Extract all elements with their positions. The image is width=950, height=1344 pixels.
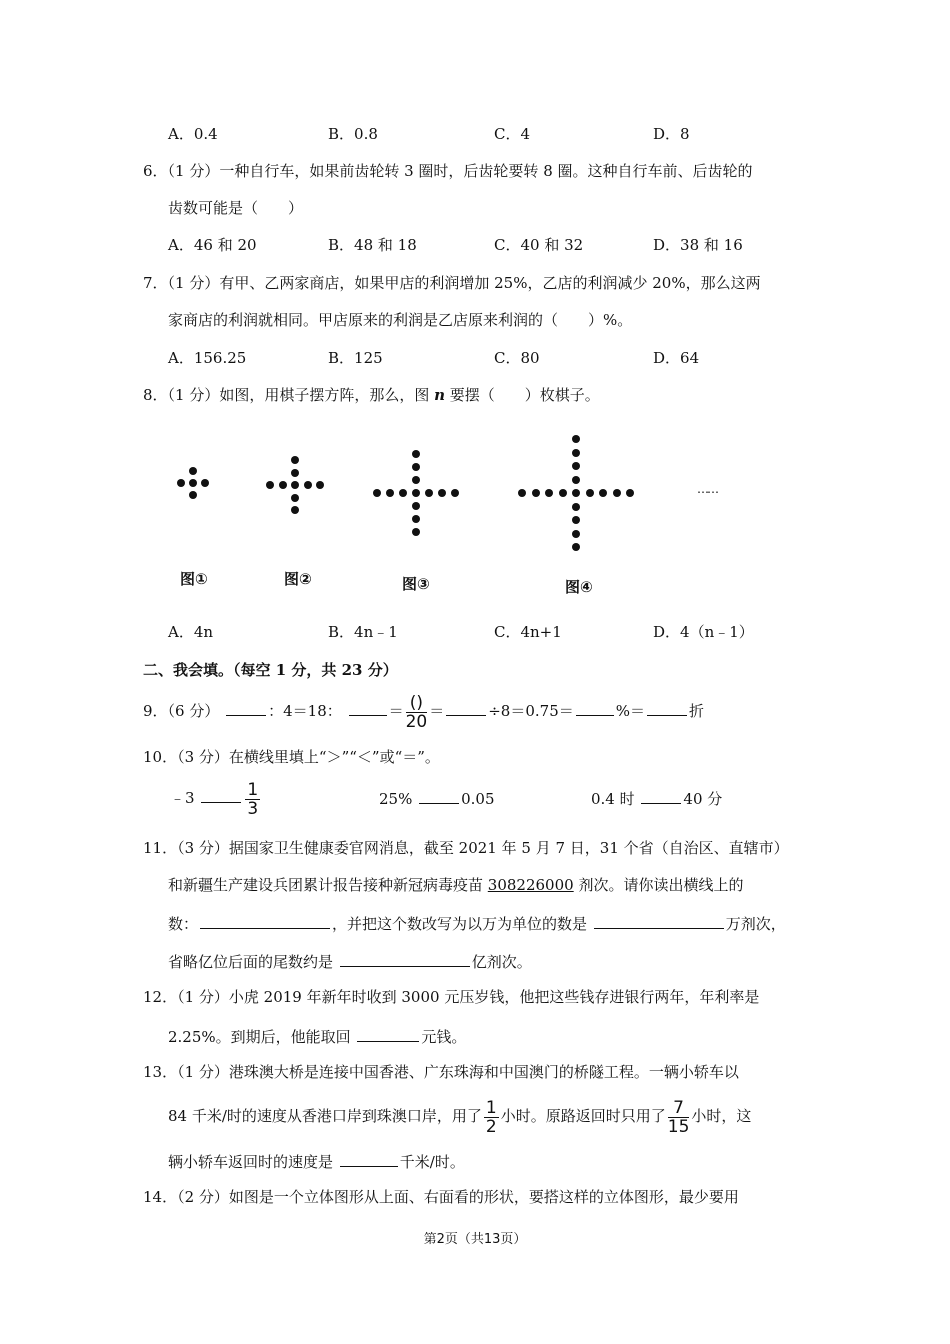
q11-line2-b: 剂次。请你读出横线上的 bbox=[573, 876, 744, 894]
q9-text-4: ÷8＝0.75＝ bbox=[488, 702, 574, 720]
dot-fig2-1 bbox=[304, 481, 312, 489]
q7-option-d: D．64 bbox=[653, 349, 700, 367]
q10-frac-denominator: 3 bbox=[247, 798, 259, 819]
dot-fig1-4 bbox=[189, 467, 197, 475]
q12-blank[interactable] bbox=[357, 1025, 419, 1042]
dot-fig3-4 bbox=[412, 476, 420, 484]
dot-fig4-8 bbox=[572, 462, 580, 470]
q13-blank[interactable] bbox=[340, 1150, 398, 1167]
dot-fig2-0 bbox=[291, 481, 299, 489]
dot-fig1-0 bbox=[189, 479, 197, 487]
q13-fraction-1 bbox=[484, 1099, 499, 1136]
q11-underlined-number: 308226000 bbox=[487, 876, 574, 894]
fig-label-2: 图② bbox=[284, 570, 312, 588]
q6-option-a: A．46 和 20 bbox=[168, 236, 257, 254]
q6-option-b: B．48 和 18 bbox=[328, 236, 417, 254]
q9-text-1: ：4＝18： bbox=[268, 702, 342, 720]
q5-option-a: A．0.4 bbox=[168, 125, 218, 143]
dot-fig4-13 bbox=[626, 489, 634, 497]
dot-fig4-3 bbox=[572, 503, 580, 511]
q10-item2-left: 25% bbox=[379, 790, 413, 808]
q8-stem-part-a: 8．（1 分）如图，用棋子摆方阵，那么，图 bbox=[143, 386, 435, 404]
dot-fig3-6 bbox=[386, 489, 394, 497]
q10-blank-1[interactable] bbox=[201, 786, 241, 803]
q8-option-c: C．4n+1 bbox=[494, 623, 562, 641]
dot-fig4-11 bbox=[572, 530, 580, 538]
q9-fraction bbox=[406, 694, 428, 731]
q11-line4-b: 亿剂次。 bbox=[471, 953, 532, 971]
q8-option-a: A．4n bbox=[168, 623, 214, 641]
q11-blank-wan[interactable] bbox=[594, 912, 724, 929]
dot-fig4-9 bbox=[613, 489, 621, 497]
q9-frac-denominator: 20 bbox=[405, 711, 428, 732]
dot-fig4-14 bbox=[518, 489, 526, 497]
q13-frac1-numerator: 1 bbox=[485, 1097, 497, 1118]
dot-fig2-4 bbox=[291, 469, 299, 477]
q5-option-c: C．4 bbox=[494, 125, 531, 143]
dot-fig1-1 bbox=[201, 479, 209, 487]
dot-fig4-12 bbox=[572, 449, 580, 457]
dot-fig2-3 bbox=[291, 494, 299, 502]
q11-blank-read[interactable] bbox=[200, 912, 330, 929]
q9-blank-4[interactable] bbox=[576, 699, 614, 716]
q9-text-2: ＝ bbox=[388, 702, 404, 720]
q11-blank-yi[interactable] bbox=[340, 950, 470, 967]
q10-item2-right: 0.05 bbox=[461, 790, 495, 808]
q11-stem-line4 bbox=[168, 950, 532, 972]
q13-fraction-2 bbox=[668, 1099, 690, 1136]
q10-blank-3[interactable] bbox=[641, 787, 681, 804]
dot-fig4-7 bbox=[572, 516, 580, 524]
dot-fig3-5 bbox=[438, 489, 446, 497]
dot-fig3-2 bbox=[399, 489, 407, 497]
q7-option-a: A．156.25 bbox=[168, 349, 247, 367]
q9-text-3: ＝ bbox=[429, 702, 445, 720]
q5-option-d: D．8 bbox=[653, 125, 690, 143]
q5-option-b: B．0.8 bbox=[328, 125, 378, 143]
dot-fig1-2 bbox=[177, 479, 185, 487]
q9-frac-numerator[interactable]: () bbox=[406, 694, 428, 713]
dot-fig2-8 bbox=[291, 456, 299, 464]
q14-stem-line1: 14．（2 分）如图是一个立体图形从上面、右面看的形状，要搭这样的立体图形，最少要用 bbox=[143, 1188, 739, 1206]
q12-line2-b: 元钱。 bbox=[421, 1028, 467, 1046]
dot-fig2-5 bbox=[316, 481, 324, 489]
dot-fig3-1 bbox=[425, 489, 433, 497]
q10-item-1 bbox=[170, 780, 262, 818]
q7-stem-line2: 家商店的利润就相同。甲店原来的利润是乙店原来利润的（ ）%。 bbox=[168, 311, 633, 329]
q11-stem-line3 bbox=[168, 912, 786, 934]
q10-item-2 bbox=[379, 787, 495, 809]
dot-fig3-0 bbox=[412, 489, 420, 497]
q10-item1-left: ﹣3 bbox=[170, 789, 195, 807]
page-footer: 第2页（共13页） bbox=[423, 1232, 527, 1247]
q13-frac1-denominator: 2 bbox=[485, 1116, 497, 1137]
q7-stem-line1: 7．（1 分）有甲、乙两家商店，如果甲店的利润增加 25%，乙店的利润减少 20%，那么这两 bbox=[143, 274, 761, 292]
dot-fig3-10 bbox=[373, 489, 381, 497]
dot-fig3-7 bbox=[412, 515, 420, 523]
q9-text-5: %＝ bbox=[615, 702, 646, 720]
q8-stem-variable: n bbox=[434, 386, 446, 404]
dot-fig1-3 bbox=[189, 491, 197, 499]
dot-fig3-11 bbox=[412, 528, 420, 536]
q6-option-c: C．40 和 32 bbox=[494, 236, 584, 254]
q10-blank-2[interactable] bbox=[419, 787, 459, 804]
q8-dot-pattern-figure bbox=[160, 415, 760, 605]
dot-fig4-4 bbox=[572, 476, 580, 484]
q13-line2-c: 小时，这 bbox=[691, 1107, 752, 1125]
q9-text-6: 折 bbox=[689, 702, 705, 720]
q10-stem: 10．（3 分）在横线里填上“＞”“＜”或“＝”。 bbox=[143, 748, 440, 766]
q10-frac-numerator: 1 bbox=[247, 779, 259, 800]
q8-option-d: D．4（n﹣1） bbox=[653, 623, 754, 641]
q6-stem-line2: 齿数可能是（ ） bbox=[168, 199, 304, 217]
dot-fig2-6 bbox=[266, 481, 274, 489]
dot-fig4-6 bbox=[545, 489, 553, 497]
dot-fig4-10 bbox=[532, 489, 540, 497]
fig-label-1: 图① bbox=[180, 570, 208, 588]
q8-stem bbox=[143, 385, 600, 405]
q8-option-b: B．4n﹣1 bbox=[328, 623, 398, 641]
q8-stem-part-b: 要摆（ ）枚棋子。 bbox=[445, 386, 600, 404]
dot-fig3-12 bbox=[412, 450, 420, 458]
dot-fig2-2 bbox=[279, 481, 287, 489]
q13-frac2-denominator: 15 bbox=[667, 1116, 690, 1137]
q7-option-b: B．125 bbox=[328, 349, 383, 367]
q13-line3-a: 辆小轿车返回时的速度是 bbox=[168, 1153, 338, 1171]
q11-line3-c: 万剂次， bbox=[725, 915, 786, 933]
q13-stem-line2 bbox=[168, 1094, 751, 1138]
q12-line2-a: 2.25%。到期后，他能取回 bbox=[168, 1028, 356, 1046]
dot-fig4-0 bbox=[572, 489, 580, 497]
q9-prefix: 9．（6 分） bbox=[143, 702, 220, 720]
q7-option-c: C．80 bbox=[494, 349, 540, 367]
dot-fig4-15 bbox=[572, 543, 580, 551]
q12-stem-line1: 12．（1 分）小虎 2019 年新年时收到 3000 元压岁钱，他把这些钱存进银行两年，年利率是 bbox=[143, 988, 760, 1006]
q10-item1-fraction bbox=[245, 781, 260, 818]
fig-label-3: 图③ bbox=[402, 575, 430, 593]
fig-ellipsis: …… bbox=[697, 482, 717, 496]
q9-blank-2[interactable] bbox=[349, 699, 387, 716]
q10-item3-right: 40 分 bbox=[683, 790, 723, 808]
q11-line3-b: ，并把这个数改写为以万为单位的数是 bbox=[332, 915, 592, 933]
q12-stem-line2 bbox=[168, 1025, 466, 1047]
dot-fig3-8 bbox=[412, 463, 420, 471]
dot-fig4-2 bbox=[559, 489, 567, 497]
q9-blank-1[interactable] bbox=[226, 699, 266, 716]
dot-fig4-16 bbox=[572, 435, 580, 443]
q11-line3-a: 数： bbox=[168, 915, 199, 933]
dot-fig4-1 bbox=[586, 489, 594, 497]
q10-item-3 bbox=[591, 787, 722, 809]
q9-blank-3[interactable] bbox=[446, 699, 486, 716]
q11-line4-a: 省略亿位后面的尾数约是 bbox=[168, 953, 338, 971]
dot-fig4-5 bbox=[599, 489, 607, 497]
q6-stem-line1: 6．（1 分）一种自行车，如果前齿轮转 3 圈时，后齿轮要转 8 圈。这种自行车前、后齿轮的 bbox=[143, 162, 753, 180]
q13-line2-b: 小时。原路返回时只用了 bbox=[500, 1107, 666, 1125]
q6-option-d: D．38 和 16 bbox=[653, 236, 743, 254]
q10-item3-left: 0.4 时 bbox=[591, 790, 635, 808]
fig-label-4: 图④ bbox=[565, 578, 593, 596]
q13-line2-a: 84 千米/时的速度从香港口岸到珠澳口岸，用了 bbox=[168, 1107, 482, 1125]
q13-stem-line1: 13．（1 分）港珠澳大桥是连接中国香港、广东珠海和中国澳门的桥隧工程。一辆小轿车以 bbox=[143, 1063, 739, 1081]
q11-line2-a: 和新疆生产建设兵团累计报告接种新冠病毒疫苗 bbox=[168, 876, 488, 894]
q13-line3-b: 千米/时。 bbox=[399, 1153, 465, 1171]
q13-frac2-numerator: 7 bbox=[668, 1099, 690, 1118]
q9-blank-5[interactable] bbox=[647, 699, 687, 716]
dot-fig3-3 bbox=[412, 502, 420, 510]
q13-stem-line3 bbox=[168, 1150, 465, 1172]
q11-stem-line1: 11．（3 分）据国家卫生健康委官网消息，截至 2021 年 5 月 7 日，31 个省（自治区、直辖市） bbox=[143, 839, 789, 857]
q9-line bbox=[143, 693, 704, 731]
section2-title: 二、我会填。（每空 1 分，共 23 分） bbox=[143, 661, 398, 679]
q11-stem-line2 bbox=[168, 875, 743, 895]
dot-fig3-9 bbox=[451, 489, 459, 497]
dot-fig2-7 bbox=[291, 506, 299, 514]
